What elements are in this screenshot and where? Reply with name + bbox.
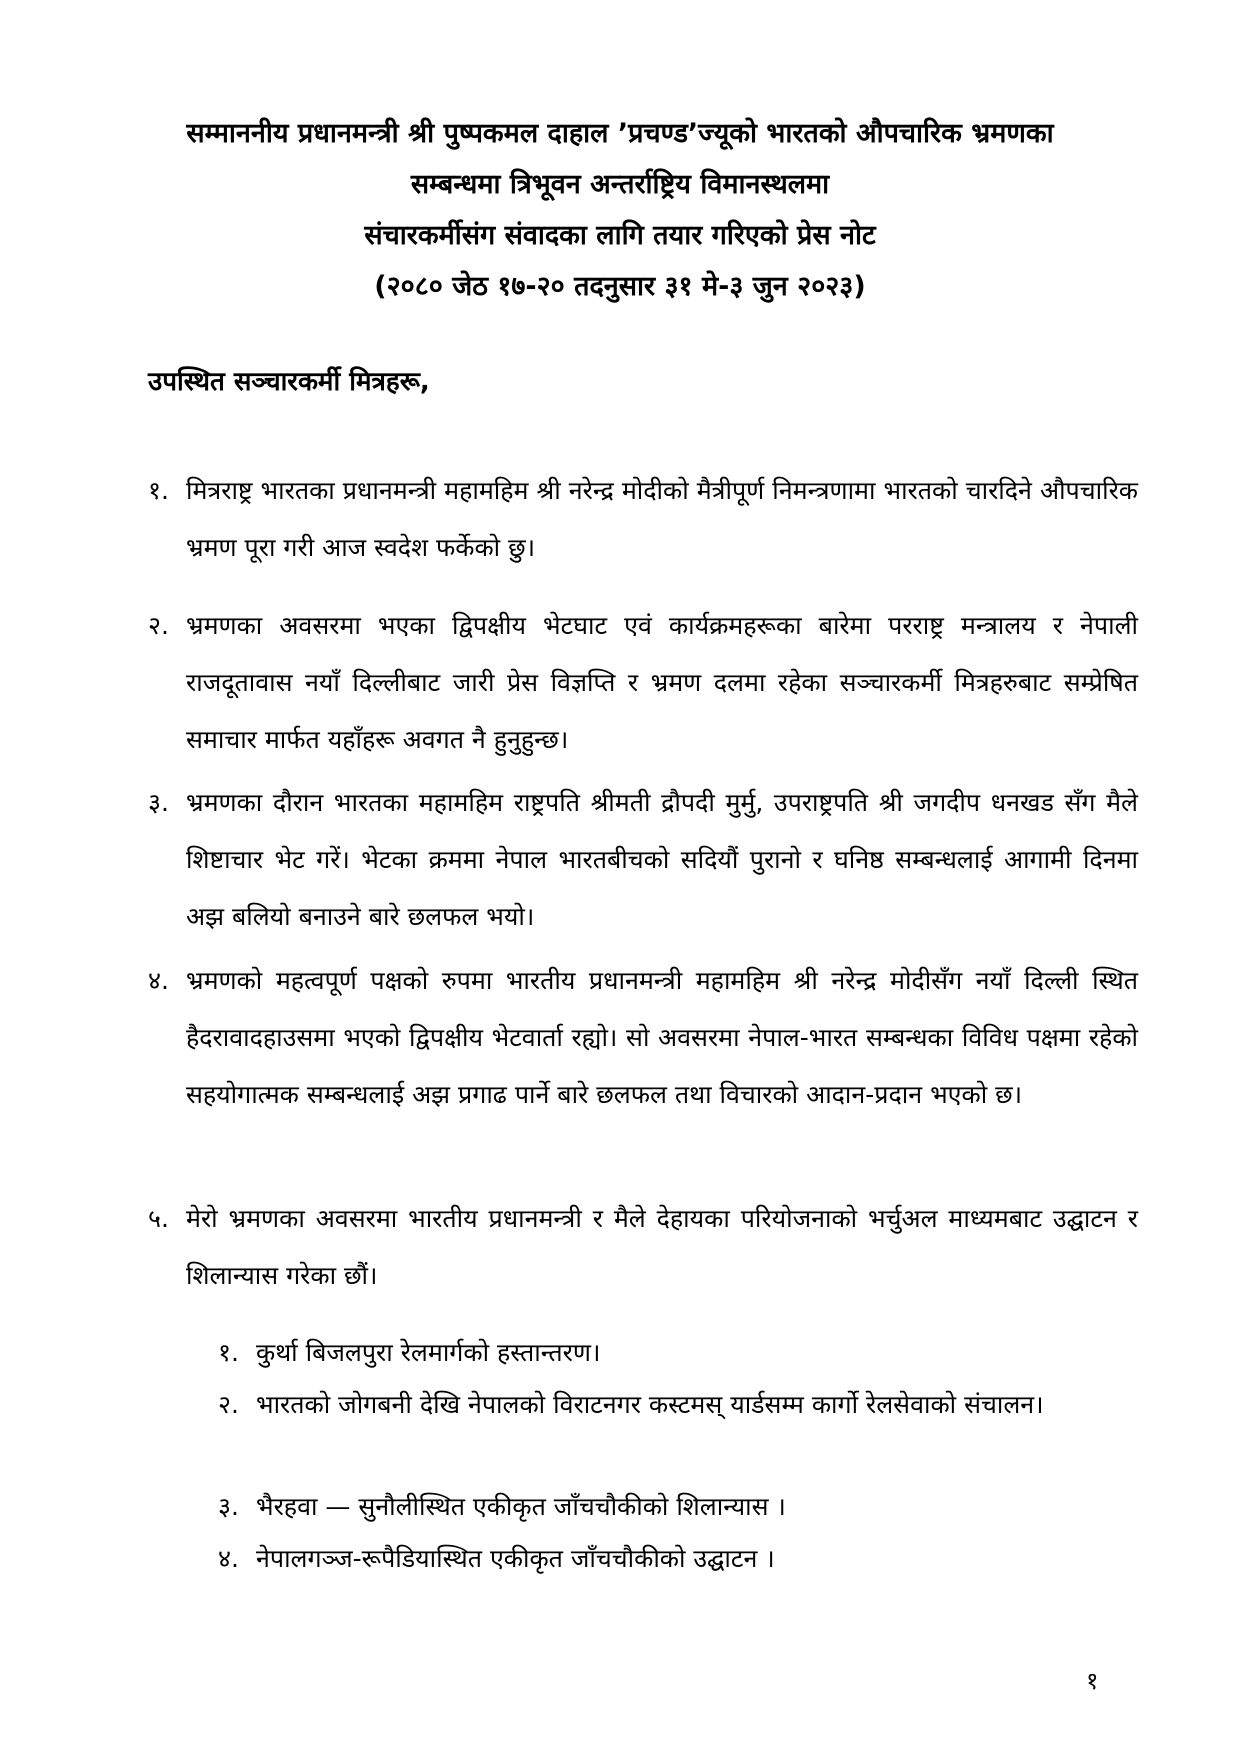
item-text: भ्रमणको महत्वपूर्ण पक्षको रुपमा भारतीय प्रधानमन्त्री महामहिम श्री नरेन्द्र मोदीसँग नयाँ दिल्ली स्थित हैदरावादहाउसमा भएको द्विपक्षीय भेटवार्ता रह्यो। सो अवसरमा नेपाल-भारत सम्बन्धका विविध पक्षमा रहेको सहयोगात्मक सम्बन्धलाई अझ प्रगाढ पार्ने बारे छलफल तथा विचारको आदान-प्रदान भएको छ। (186, 966, 1138, 1109)
sub-item-number: ४. (218, 1544, 239, 1573)
item-number: १. (148, 476, 169, 505)
sub-list-item-4 (218, 1534, 1138, 1584)
sub-item-number: १. (218, 1338, 239, 1367)
sub-item-number: २. (218, 1390, 239, 1419)
item-text: भ्रमणका दौरान भारतका महामहिम राष्ट्रपति श्रीमती द्रौपदी मुर्मु, उपराष्ट्रपति श्री जगदीप धनखड सँग मैले शिष्टाचार भेट गरें। भेटका क्रममा नेपाल भारतबीचको सदियौं पुरानो र घनिष्ठ सम्बन्धलाई आगामी दिनमा अझ बलियो बनाउने बारे छलफल भयो। (186, 788, 1138, 931)
title-line: सम्बन्धमा त्रिभूवन अन्तर्राष्ट्रिय विमानस्थलमा (410, 169, 830, 200)
page-number: १ (1086, 1667, 1099, 1695)
document-title (120, 108, 1120, 312)
list-item-4 (148, 952, 1138, 1123)
list-item-1 (148, 462, 1138, 576)
list-item-5 (148, 1190, 1138, 1304)
sub-list-item-2 (218, 1380, 1138, 1430)
sub-list-item-3 (218, 1482, 1138, 1532)
sub-item-number: ३. (218, 1492, 239, 1521)
item-number: ४. (148, 966, 169, 995)
list-item-3 (148, 774, 1138, 945)
item-number: ३. (148, 788, 169, 817)
item-text: भ्रमणका अवसरमा भएका द्विपक्षीय भेटघाट एवं कार्यक्रमहरूका बारेमा परराष्ट्र मन्त्रालय र नेपाली राजदूतावास नयाँ दिल्लीबाट जारी प्रेस विज्ञप्ति र भ्रमण दलमा रहेका सञ्चारकर्मी मित्रहरुबाट सम्प्रेषित समाचार मार्फत यहाँहरू अवगत नै हुनुहुन्छ। (186, 611, 1138, 754)
title-date-line: (२०८० जेठ १७-२० तदनुसार ३१ मे-३ जुन २०२३) (374, 271, 866, 302)
title-line: सम्माननीय प्रधानमन्त्री श्री पुष्पकमल दाहाल ’प्रचण्ड’ज्यूको भारतको औपचारिक भ्रमणका (186, 118, 1054, 149)
sub-list-item-1 (218, 1328, 1138, 1378)
list-item-2 (148, 597, 1138, 768)
item-number: ५. (148, 1204, 169, 1233)
item-number: २. (148, 611, 169, 640)
title-line: संचारकर्मीसंग संवादका लागि तयार गरिएको प्रेस नोट (364, 220, 876, 251)
salutation: उपस्थित सञ्चारकर्मी मित्रहरू, (148, 367, 430, 397)
item-text: मित्रराष्ट्र भारतका प्रधानमन्त्री महामहिम श्री नरेन्द्र मोदीको मैत्रीपूर्ण निमन्त्रणामा भारतको चारदिने औपचारिक भ्रमण पूरा गरी आज स्वदेश फर्केको छु। (186, 476, 1138, 562)
sub-item-text: कुर्था बिजलपुरा रेलमार्गको हस्तान्तरण। (256, 1338, 601, 1367)
sub-item-text: नेपालगञ्ज-रूपैडियास्थित एकीकृत जाँचचौकीको उद्घाटन । (256, 1544, 775, 1573)
sub-item-text: भारतको जोगबनी देखि नेपालको विराटनगर कस्टमस् यार्डसम्म कार्गो रेलसेवाको संचालन। (256, 1390, 1044, 1419)
item-text: मेरो भ्रमणका अवसरमा भारतीय प्रधानमन्त्री र मैले देहायका परियोजनाको भर्चुअल माध्यमबाट उद्घाटन र शिलान्यास गरेका छौं। (186, 1204, 1138, 1290)
sub-item-text: भैरहवा — सुनौलीस्थित एकीकृत जाँचचौकीको शिलान्यास । (256, 1492, 786, 1521)
